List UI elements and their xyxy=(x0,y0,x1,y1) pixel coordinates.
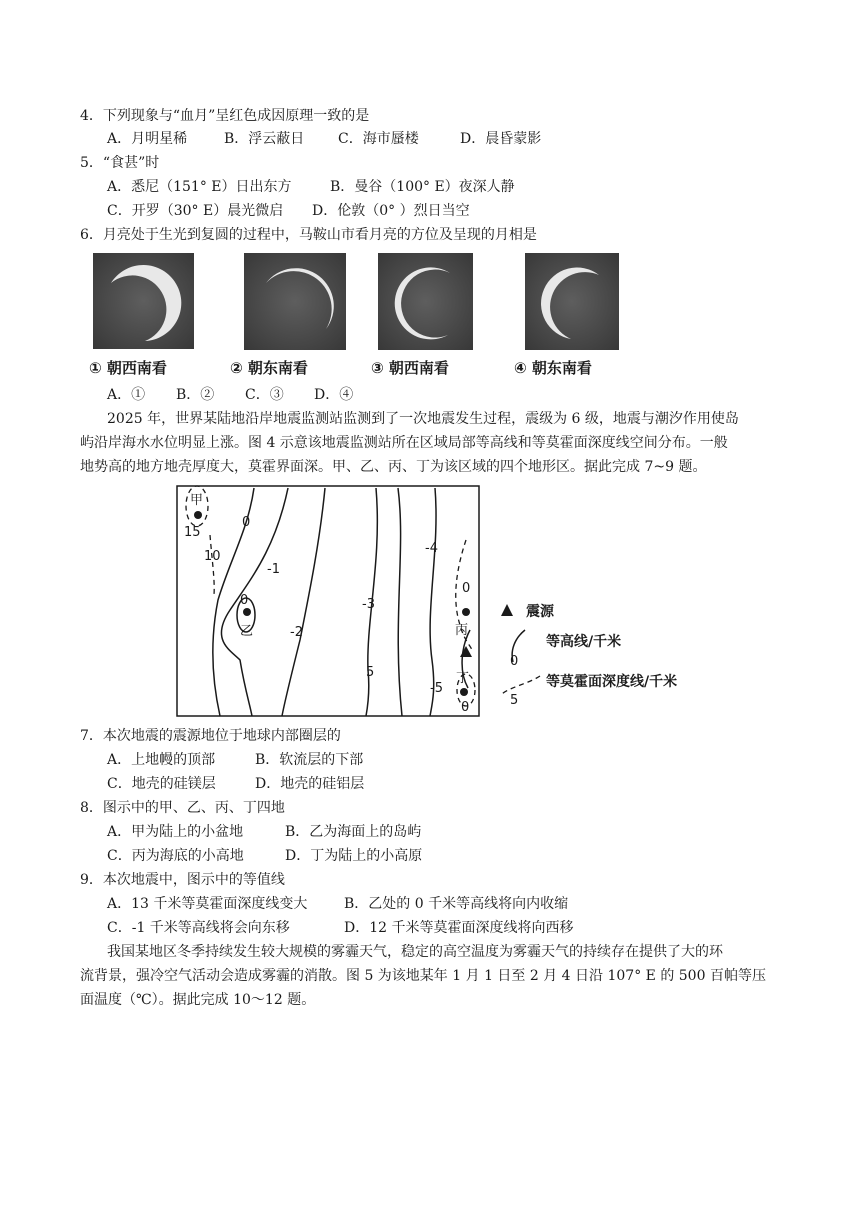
q8-option-b: B．乙为海面上的岛屿 xyxy=(285,824,422,840)
q5-options-row1 xyxy=(107,178,515,196)
q6-option-a: A．① xyxy=(107,387,146,403)
passage2-line3: 面温度（℃）。据此完成 10～12 题。 xyxy=(80,992,316,1008)
contour-label-0-yi: 0 xyxy=(240,593,249,608)
q6-stem: 6．月亮处于生光到复圆的过程中，马鞍山市看月亮的方位及呈现的月相是 xyxy=(80,227,537,243)
moho-label-15: 15 xyxy=(184,525,201,540)
q7-options-row2 xyxy=(107,775,364,793)
legend-moho-line-icon xyxy=(500,676,540,696)
moon-photo-3 xyxy=(378,253,473,350)
place-ding-label: 丁 xyxy=(456,671,470,686)
moon-photo-2 xyxy=(244,253,346,350)
passage1-line1: 2025 年，世界某陆地沿岸地震监测站监测到了一次地震发生过程，震级为 6 级，地震与潮汐作用使岛 xyxy=(107,411,739,427)
moon-photo-1 xyxy=(93,253,194,349)
moho-label-0: 0 xyxy=(461,700,470,715)
place-jia-dot xyxy=(194,511,202,519)
q8-stem: 8．图示中的甲、乙、丙、丁四地 xyxy=(80,800,285,816)
passage2-line1: 我国某地区冬季持续发生较大规模的雾霾天气，稳定的高空温度为雾霾天气的持续存在提供了大的环 xyxy=(107,944,723,960)
q7-option-a: A．上地幔的顶部 xyxy=(107,752,216,768)
q5-option-c: C．开罗（30° E）晨光微启 xyxy=(107,203,284,219)
passage2-line2: 流背景，强冷空气活动会造成雾霾的消散。图 5 为该地某年 1 月 1 日至 2 月 4 日沿 107° E 的 500 百帕等压 xyxy=(80,968,766,984)
q7-options-row1 xyxy=(107,751,363,769)
q4-option-c: C．海市蜃楼 xyxy=(338,131,419,147)
legend-contour-label: 等高线/千米 xyxy=(546,634,622,650)
q4-options xyxy=(107,130,541,148)
q5-stem: 5．“食甚”时 xyxy=(80,155,160,171)
moho-label-5: 5 xyxy=(366,665,375,680)
place-jia-label: 甲 xyxy=(190,493,204,508)
contour-label-neg3: -3 xyxy=(362,597,375,612)
q6-option-b: B．② xyxy=(176,387,215,403)
contour-label-neg5: -5 xyxy=(430,681,443,696)
legend-contour-sample: 0 xyxy=(510,654,519,669)
q9-option-d: D．12 千米等莫霍面深度线将向西移 xyxy=(344,920,574,936)
q8-option-c: C．丙为海底的小高地 xyxy=(107,848,244,864)
contour-label-neg2: -2 xyxy=(290,625,303,640)
q7-option-c: C．地壳的硅镁层 xyxy=(107,776,216,792)
q8-option-a: A．甲为陆上的小盆地 xyxy=(107,824,244,840)
q9-option-b: B．乙处的 0 千米等高线将向内收缩 xyxy=(344,896,569,912)
contour-label-0-east: 0 xyxy=(462,581,471,596)
q7-option-d: D．地壳的硅铝层 xyxy=(255,776,365,792)
moon-photo-4 xyxy=(525,253,619,350)
q5-option-d: D．伦敦（0° ）烈日当空 xyxy=(312,203,470,219)
q4-option-b: B．浮云蔽日 xyxy=(224,131,305,147)
legend-moho-label: 等莫霍面深度线/千米 xyxy=(546,674,678,690)
q4-stem: 4．下列现象与“血月”呈红色成因原理一致的是 xyxy=(80,108,370,124)
contour-label-0: 0 xyxy=(242,515,251,530)
q8-options-row1 xyxy=(107,823,421,841)
moon-caption-3: ③ 朝西南看 xyxy=(371,359,449,377)
q6-option-c: C．③ xyxy=(245,387,284,403)
q8-options-row2 xyxy=(107,847,422,865)
q9-options-row1 xyxy=(107,895,568,913)
legend-epicenter-icon xyxy=(501,604,513,616)
contour-label-neg4: -4 xyxy=(425,541,438,556)
place-yi-label: 乙 xyxy=(240,624,254,639)
moon-caption-1: ① 朝西南看 xyxy=(89,359,167,377)
legend-moho-sample: 5 xyxy=(510,693,519,708)
q9-options-row2 xyxy=(107,919,574,937)
q4-option-d: D．晨昏蒙影 xyxy=(460,131,542,147)
q8-option-d: D．丁为陆上的小高原 xyxy=(285,848,423,864)
passage1-line3: 地势高的地方地壳厚度大，莫霍界面深。甲、乙、丙、丁为该区域的四个地形区。据此完成 7~9 题。 xyxy=(80,459,707,475)
q4-option-a: A．月明星稀 xyxy=(107,131,188,147)
q9-stem: 9．本次地震中，图示中的等值线 xyxy=(80,872,285,888)
q5-option-b: B．曼谷（100° E）夜深人静 xyxy=(330,179,515,195)
moho-label-10: 10 xyxy=(204,549,221,564)
q6-option-d: D．④ xyxy=(314,387,354,403)
legend-epicenter-label: 震源 xyxy=(526,604,554,620)
passage1-line2: 屿沿岸海水水位明显上涨。图 4 示意该地震监测站所在区域局部等高线和等莫霍面深度线空间分布。一般 xyxy=(80,435,728,451)
moon-caption-2: ② 朝东南看 xyxy=(230,359,308,377)
place-ding-dot xyxy=(460,688,468,696)
place-bing-label: 丙 xyxy=(455,623,469,638)
q5-options-row2 xyxy=(107,202,470,220)
q5-option-a: A．悉尼（151° E）日出东方 xyxy=(107,179,292,195)
q6-options xyxy=(107,386,353,404)
q7-option-b: B．软流层的下部 xyxy=(255,752,364,768)
q9-option-c: C．-1 千米等高线将会向东移 xyxy=(107,920,290,936)
q9-option-a: A．13 千米等莫霍面深度线变大 xyxy=(107,896,308,912)
contour-label-neg1: -1 xyxy=(267,562,280,577)
q7-stem: 7．本次地震的震源地位于地球内部圈层的 xyxy=(80,728,341,744)
figure4-map xyxy=(170,480,710,725)
place-bing-dot xyxy=(462,608,470,616)
place-yi-dot xyxy=(243,608,251,616)
moon-caption-4: ④ 朝东南看 xyxy=(514,359,592,377)
